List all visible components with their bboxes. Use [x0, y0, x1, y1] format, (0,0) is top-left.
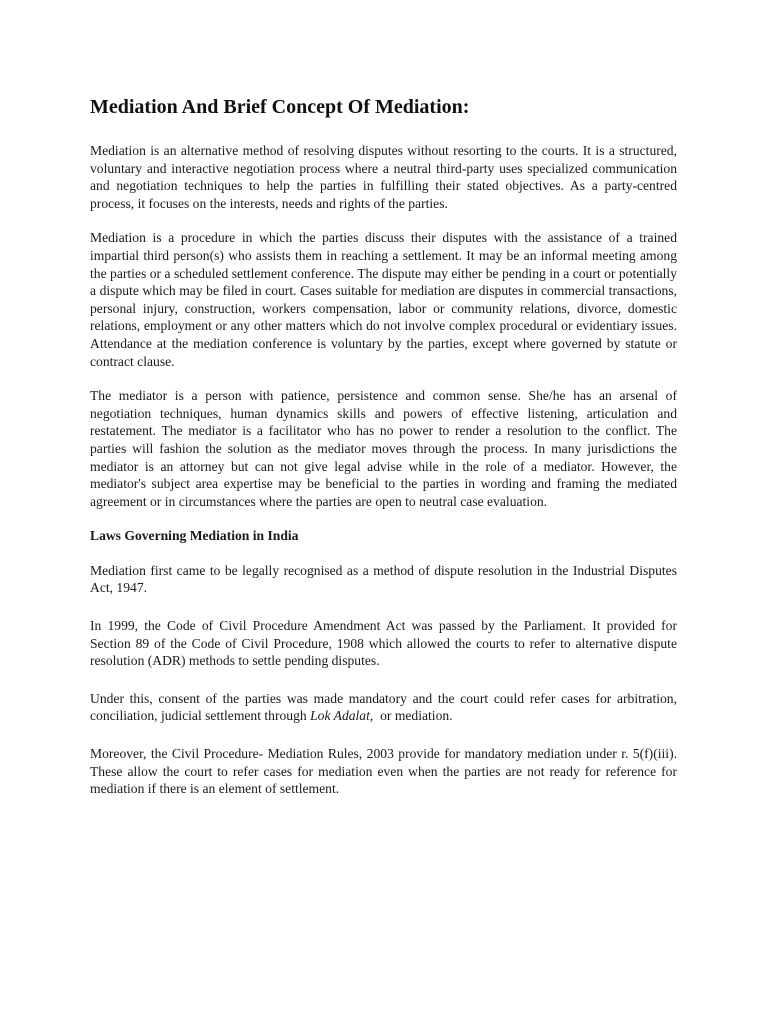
paragraph-definition: Mediation is an alternative method of resolving disputes without resorting to the courts. It is a structured, voluntary and interactive negotiation process where a neutral third-party uses specialized communication and negotiation techniques to help the parties in fulfilling their stated objectives. As a party-centred process, it focuses on the interests, needs and rights of the parties. [90, 143, 677, 211]
paragraph-cpc-amendment: In 1999, the Code of Civil Procedure Amendment Act was passed by the Parliament. It provided for Section 89 of the Code of Civil Procedure, 1908 which allowed the courts to refer to alternative dispute resolution (ADR) methods to settle pending disputes. [90, 618, 677, 669]
paragraph-industrial-disputes: Mediation first came to be legally recognised as a method of dispute resolution in the Industrial Disputes Act, 1947. [90, 562, 677, 596]
consent-text-end: or mediation. [373, 708, 453, 724]
section-heading-laws: Laws Governing Mediation in India [90, 528, 299, 544]
consent-text: Under this, consent of the parties was made mandatory and the court could refer cases for arbitration, conciliation, judicial settlement through [90, 690, 677, 724]
lok-adalat-term: Lok Adalat, [310, 708, 374, 724]
paragraph-mediator: The mediator is a person with patience, persistence and common sense. She/he has an arsenal of negotiation techniques, human dynamics skills and powers of effective listening, articulation and restatement. The mediator is a facilitator who has no power to render a resolution to the conflict. The parties will fashion the solution as the mediator moves through the process. In many jurisdictions the mediator is an attorney but can not give legal advise while in the role of a mediator. However, the mediator's subject area expertise may be beneficial to the parties in wording and framing the mediated agreement or in circumstances where the parties are open to neutral case evaluation. [90, 388, 677, 509]
document-page [90, 94, 677, 815]
document-title: Mediation And Brief Concept Of Mediation: [90, 96, 470, 118]
paragraph-procedure: Mediation is a procedure in which the parties discuss their disputes with the assistance of a trained impartial third person(s) who assists them in reaching a settlement. It may be an informal meeting among the parties or a scheduled settlement conference. The dispute may either be pending in a court or potentially a dispute which may be filed in court. Cases suitable for mediation are disputes in commercial transactions, personal injury, construction, workers compensation, labor or community relations, divorce, domestic relations, employment or any other matters which do not involve complex procedural or evidentiary issues. Attendance at the mediation conference is voluntary by the parties, except where governed by statute or contract clause. [90, 230, 677, 369]
paragraph-consent [90, 690, 677, 725]
paragraph-mediation-rules: Moreover, the Civil Procedure- Mediation Rules, 2003 provide for mandatory mediation under r. 5(f)(iii). These allow the court to refer cases for mediation even when the parties are not ready for reference for mediation if there is an element of settlement. [90, 746, 677, 797]
